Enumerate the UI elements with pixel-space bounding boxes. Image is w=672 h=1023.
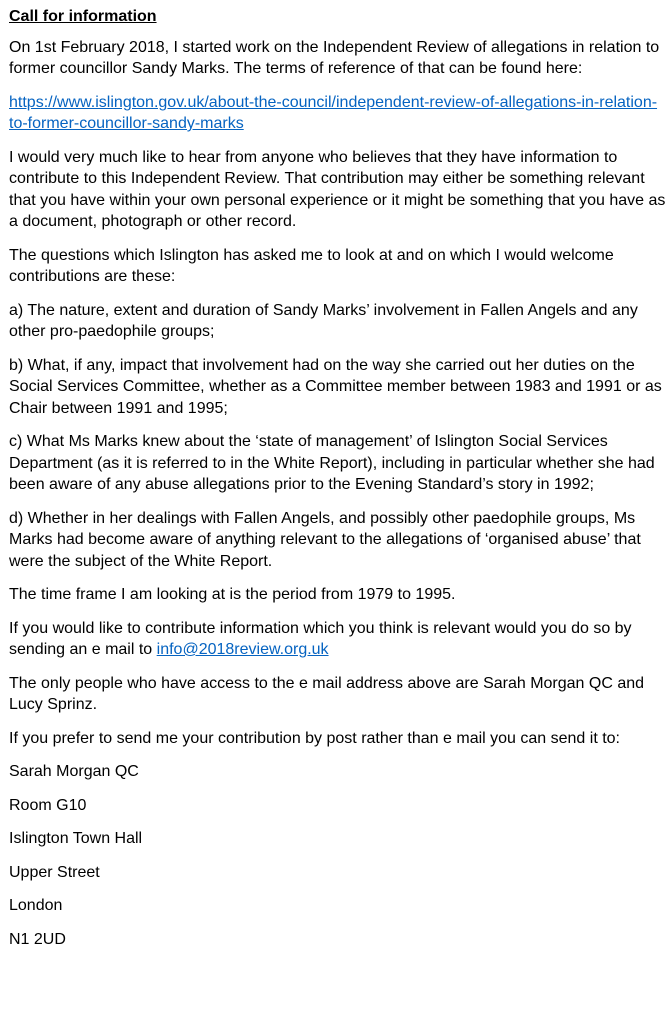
email-link[interactable]: info@2018review.org.uk xyxy=(156,641,329,658)
address-line-city: London xyxy=(9,897,63,914)
address-line-building: Islington Town Hall xyxy=(9,830,143,847)
access-paragraph: The only people who have access to the e mail address above are Sarah Morgan QC and Lucy Sprinz. xyxy=(9,674,645,713)
contribute-paragraph xyxy=(9,618,669,661)
document-body xyxy=(9,6,669,962)
question-d: d) Whether in her dealings with Fallen Angels, and possibly other paedophile groups, Ms Marks had become aware of anything relevant to the allegations of ‘organised abuse’ that were the subject of the White Report. xyxy=(9,509,641,570)
terms-of-reference-link[interactable]: https://www.islington.gov.uk/about-the-council/independent-review-of-allegations-in-relation-to-former-councillor-sandy-marks xyxy=(9,93,658,132)
post-paragraph: If you prefer to send me your contribution by post rather than e mail you can send it to: xyxy=(9,729,620,747)
question-b: b) What, if any, impact that involvement had on the way she carried out her duties on the Social Services Committee, whether as a Committee member between 1983 and 1991 or as Chair between 1991 and 1995; xyxy=(9,356,662,417)
timeframe-paragraph: The time frame I am looking at is the period from 1979 to 1995. xyxy=(9,586,456,603)
contribute-text: If you would like to contribute information which you think is relevant would you do so by sending an e mail to xyxy=(9,619,632,658)
question-c: c) What Ms Marks knew about the ‘state of management’ of Islington Social Services Department (as it is referred to in the White Report), including in particular whether she had been aware of any abuse allegations prior to the Evening Standard’s story in 1992; xyxy=(9,433,655,493)
address-line-room: Room G10 xyxy=(9,796,87,814)
page-title: Call for information xyxy=(9,8,157,25)
address-line-name: Sarah Morgan QC xyxy=(9,763,139,780)
address-line-postcode: N1 2UD xyxy=(9,930,66,948)
hear-paragraph: I would very much like to hear from anyone who believes that they have information to contribute to this Independent Review. That contribution may either be something relevant that you have within your own personal experience or it might be something that you have as a document, photograph or other record. xyxy=(9,148,666,230)
address-line-street: Upper Street xyxy=(9,863,100,881)
question-a: a) The nature, extent and duration of Sandy Marks’ involvement in Fallen Angels and any other pro-paedophile groups; xyxy=(9,301,638,340)
questions-intro-paragraph: The questions which Islington has asked me to look at and on which I would welcome contributions are these: xyxy=(9,246,614,285)
terms-of-reference-paragraph xyxy=(9,92,669,135)
intro-paragraph: On 1st February 2018, I started work on the Independent Review of allegations in relation to former councillor Sandy Marks. The terms of reference of that can be found here: xyxy=(9,38,660,77)
